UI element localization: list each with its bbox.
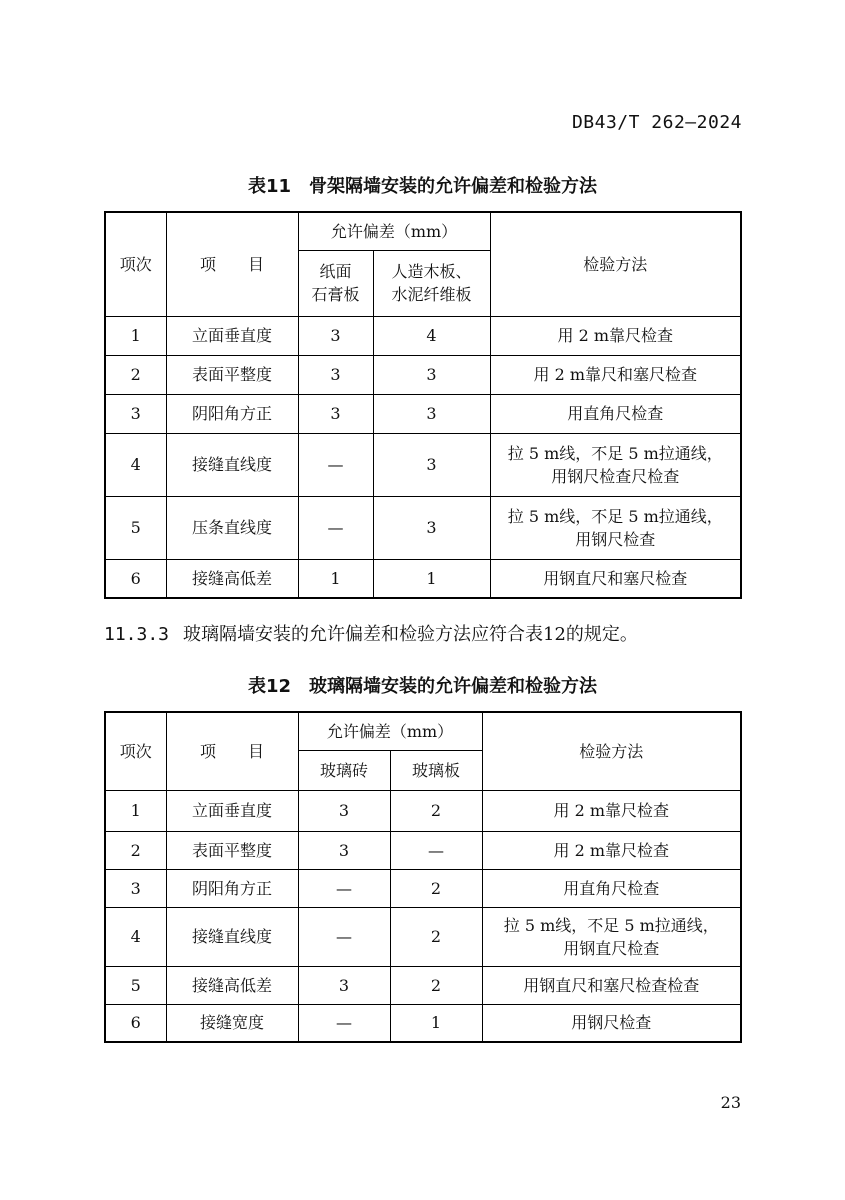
row-index: 3 xyxy=(105,869,166,907)
row-item: 接缝宽度 xyxy=(166,1004,298,1042)
row-tolerance-b: 3 xyxy=(373,433,490,496)
row-index: 1 xyxy=(105,316,166,355)
standard-code: DB43/T 262—2024 xyxy=(571,112,742,133)
clause-number: 11.3.3 xyxy=(104,624,170,645)
row-tolerance-a: 3 xyxy=(298,355,373,394)
row-index: 1 xyxy=(105,790,166,831)
table11-header-item: 项 目 xyxy=(166,212,298,316)
row-index: 2 xyxy=(105,831,166,869)
table-row xyxy=(105,869,741,907)
table11-caption-number: 表11 xyxy=(247,176,292,197)
row-tolerance-b: 1 xyxy=(390,1004,482,1042)
table-row xyxy=(105,394,741,433)
row-index: 4 xyxy=(105,907,166,966)
row-tolerance-a: 3 xyxy=(298,790,390,831)
row-tolerance-a: 3 xyxy=(298,966,390,1004)
row-item: 压条直线度 xyxy=(166,496,298,559)
row-method: 用钢尺检查 xyxy=(482,1004,741,1042)
row-tolerance-a: 3 xyxy=(298,316,373,355)
row-tolerance-a: — xyxy=(298,433,373,496)
table11-header-index: 项次 xyxy=(105,212,166,316)
row-item: 阴阳角方正 xyxy=(166,394,298,433)
table12-caption xyxy=(0,672,845,698)
table-row xyxy=(105,316,741,355)
row-tolerance-b: 2 xyxy=(390,869,482,907)
row-tolerance-b: 2 xyxy=(390,790,482,831)
row-method: 用 2 m靠尺检查 xyxy=(482,790,741,831)
clause-text: 玻璃隔墙安装的允许偏差和检验方法应符合表12的规定。 xyxy=(183,624,638,645)
row-method: 用直角尺检查 xyxy=(490,394,741,433)
row-index: 4 xyxy=(105,433,166,496)
row-tolerance-a: 1 xyxy=(298,559,373,598)
row-index: 6 xyxy=(105,559,166,598)
table11-header-method: 检验方法 xyxy=(490,212,741,316)
row-tolerance-a: — xyxy=(298,496,373,559)
table-row xyxy=(105,790,741,831)
row-item: 立面垂直度 xyxy=(166,790,298,831)
table-row xyxy=(105,433,741,496)
table12-header-index: 项次 xyxy=(105,712,166,790)
row-tolerance-b: 3 xyxy=(373,355,490,394)
row-method: 用 2 m靠尺和塞尺检查 xyxy=(490,355,741,394)
row-tolerance-b: 2 xyxy=(390,966,482,1004)
row-index: 3 xyxy=(105,394,166,433)
table-row xyxy=(105,355,741,394)
row-method: 用钢直尺和塞尺检查 xyxy=(490,559,741,598)
row-tolerance-a: — xyxy=(298,1004,390,1042)
row-item: 表面平整度 xyxy=(166,831,298,869)
row-tolerance-b: 3 xyxy=(373,496,490,559)
row-method: 用直角尺检查 xyxy=(482,869,741,907)
row-item: 接缝直线度 xyxy=(166,433,298,496)
table12-header-glasspanel: 玻璃板 xyxy=(390,750,482,790)
row-tolerance-b: 4 xyxy=(373,316,490,355)
table-row xyxy=(105,966,741,1004)
table12-header-glassbrick: 玻璃砖 xyxy=(298,750,390,790)
row-item: 接缝高低差 xyxy=(166,559,298,598)
row-method: 用钢直尺和塞尺检查检查 xyxy=(482,966,741,1004)
row-tolerance-b: 3 xyxy=(373,394,490,433)
row-index: 6 xyxy=(105,1004,166,1042)
table-row xyxy=(105,1004,741,1042)
row-tolerance-a: — xyxy=(298,907,390,966)
table11-header-woodboard: 人造木板、 水泥纤维板 xyxy=(373,250,490,316)
row-tolerance-b: 2 xyxy=(390,907,482,966)
row-tolerance-b: — xyxy=(390,831,482,869)
row-index: 5 xyxy=(105,496,166,559)
table12-header-method: 检验方法 xyxy=(482,712,741,790)
row-tolerance-b: 1 xyxy=(373,559,490,598)
table-row xyxy=(105,907,741,966)
table-row xyxy=(105,559,741,598)
table11-header-tolerance: 允许偏差（mm） xyxy=(298,212,490,250)
row-index: 2 xyxy=(105,355,166,394)
row-item: 接缝高低差 xyxy=(166,966,298,1004)
table-row xyxy=(105,496,741,559)
row-item: 接缝直线度 xyxy=(166,907,298,966)
row-item: 表面平整度 xyxy=(166,355,298,394)
row-item: 立面垂直度 xyxy=(166,316,298,355)
row-method: 拉 5 m线，不足 5 m拉通线， 用钢尺检查 xyxy=(490,496,741,559)
row-method: 用 2 m靠尺检查 xyxy=(482,831,741,869)
row-item: 阴阳角方正 xyxy=(166,869,298,907)
table-row xyxy=(105,831,741,869)
row-method: 拉 5 m线，不足 5 m拉通线， 用钢尺检查尺检查 xyxy=(490,433,741,496)
row-tolerance-a: 3 xyxy=(298,831,390,869)
table11 xyxy=(104,211,742,599)
table11-caption xyxy=(0,172,845,198)
table11-header-gypsum: 纸面 石膏板 xyxy=(298,250,373,316)
row-tolerance-a: 3 xyxy=(298,394,373,433)
row-method: 拉 5 m线，不足 5 m拉通线， 用钢直尺检查 xyxy=(482,907,741,966)
table12-caption-number: 表12 xyxy=(247,676,292,697)
row-tolerance-a: — xyxy=(298,869,390,907)
table11-caption-title: 骨架隔墙安装的允许偏差和检验方法 xyxy=(309,176,598,197)
row-method: 用 2 m靠尺检查 xyxy=(490,316,741,355)
table12 xyxy=(104,711,742,1043)
row-index: 5 xyxy=(105,966,166,1004)
table12-header-item: 项 目 xyxy=(166,712,298,790)
clause-paragraph xyxy=(104,620,754,646)
table12-header-tolerance: 允许偏差（mm） xyxy=(298,712,482,750)
table12-caption-title: 玻璃隔墙安装的允许偏差和检验方法 xyxy=(309,676,598,697)
page-number: 23 xyxy=(720,1093,741,1112)
